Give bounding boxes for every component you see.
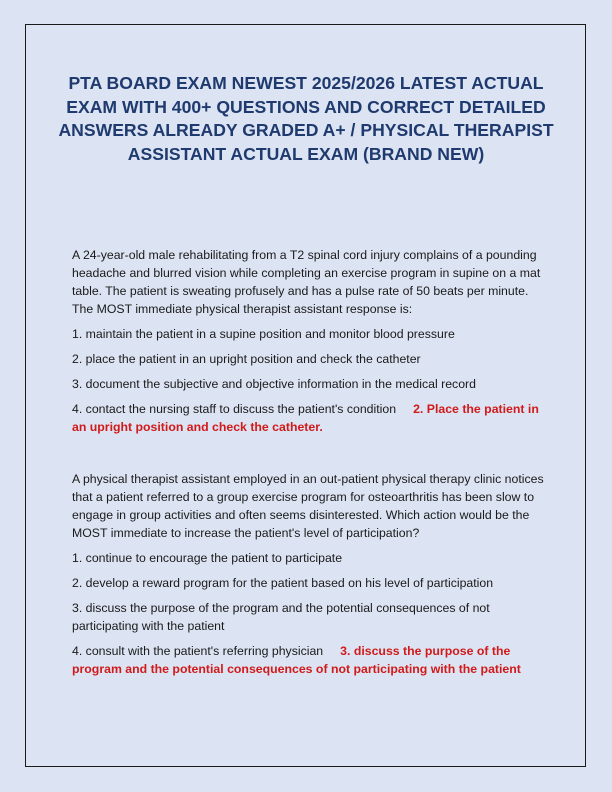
answer-option: 4. consult with the patient's referring physician (72, 644, 324, 658)
answer-option-with-key (72, 400, 544, 436)
question-text: A physical therapist assistant employed in an out-patient physical therapy clinic notices that a patient referred to a group exercise program for osteoarthritis has been slow to engage in group activities and often seems disinterested. Which action would be the MOST immediate to increase the patient's level of participation? (72, 472, 544, 540)
answer-option: 3. discuss the purpose of the program and the potential consequences of not participating with the patient (72, 601, 490, 633)
answer-option: 2. place the patient in an upright position and check the catheter (72, 352, 421, 366)
question-block (72, 470, 544, 678)
correct-answer: 2. Place the patient in an upright position and check the catheter. (72, 402, 539, 434)
answer-option: 3. document the subjective and objective information in the medical record (72, 377, 476, 391)
correct-answer: 3. discuss the purpose of the program and the potential consequences of not participating with the patient (72, 644, 521, 676)
answer-option: 1. continue to encourage the patient to participate (72, 551, 343, 565)
document-title: PTA BOARD EXAM NEWEST 2025/2026 LATEST ACTUAL EXAM WITH 400+ QUESTIONS AND CORRECT DETAILED ANSWERS ALREADY GRADED A+ / PHYSICAL THERAPIST ASSISTANT ACTUAL EXAM (BRAND NEW) (58, 73, 554, 164)
question-text: A 24-year-old male rehabilitating from a T2 spinal cord injury complains of a pounding headache and blurred vision while completing an exercise program in supine on a mat table. The patient is sweating profusely and has a pulse rate of 50 beats per minute. The MOST immediate physical therapist assistant response is: (72, 248, 541, 316)
document-body (72, 246, 544, 685)
answer-option-with-key (72, 642, 544, 678)
answer-option: 4. contact the nursing staff to discuss the patient's condition (72, 402, 397, 416)
answer-option: 1. maintain the patient in a supine position and monitor blood pressure (72, 327, 455, 341)
question-block (72, 246, 544, 436)
answer-option: 2. develop a reward program for the patient based on his level of participation (72, 576, 494, 590)
